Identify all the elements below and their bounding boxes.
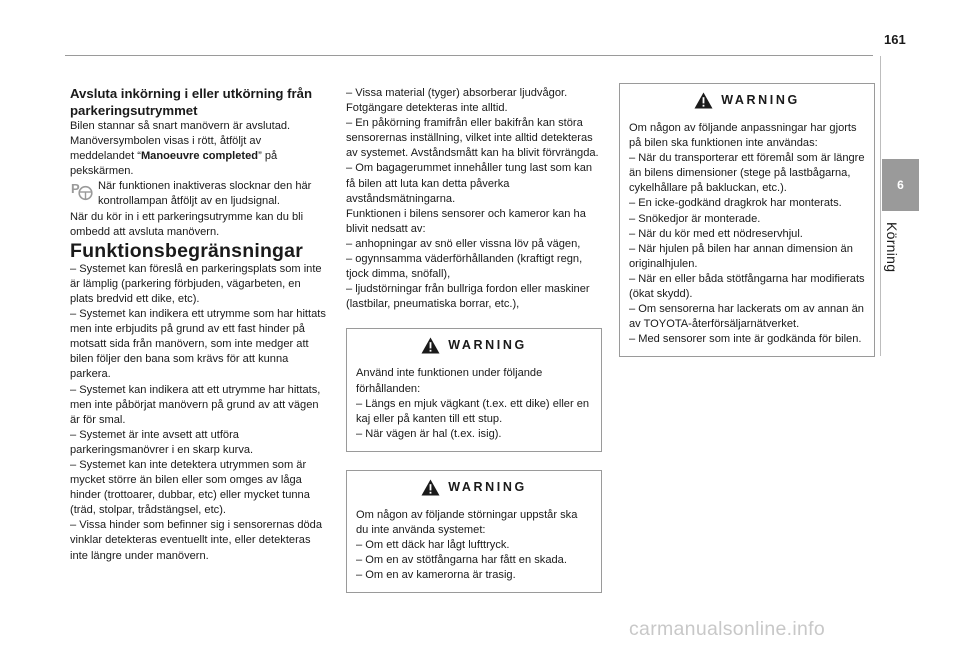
header-rule	[65, 55, 873, 56]
warning-intro: Använd inte funktionen under följande förhållanden:	[356, 367, 543, 395]
list-item: – Systemet kan indikera ett utrymme som har hittats men inte erbjudits på grund av ett fast hinder på motsatt sida från manövern, som inte medger att bilen följer den bana som krävs för att kunna parkera.	[70, 308, 326, 381]
section-heading-end-manoeuvre: Avsluta inkörning i eller utkörning från parkeringsutrymmet	[70, 86, 313, 118]
side-rule	[880, 56, 881, 356]
parking-steering-icon	[70, 180, 94, 202]
column-3	[619, 86, 875, 357]
list-item: – När hjulen på bilen har annan dimension än originalhjulen.	[629, 242, 853, 270]
list-item: – En icke-godkänd dragkrok har monterats.	[629, 197, 842, 210]
warning-title: WARNING	[721, 92, 800, 107]
list-item: – anhopningar av snö eller vissna löv på vägen,	[346, 237, 581, 250]
chapter-number: 6	[897, 178, 904, 192]
list-item: – När du kör med ett nödreservhjul.	[629, 227, 803, 240]
column-2	[346, 86, 602, 593]
list-item: – Med sensorer som inte är godkända för bilen.	[629, 333, 862, 346]
list-item: – Längs en mjuk vägkant (t.ex. ett dike) eller en kaj eller på kanten till ett stup.	[356, 397, 590, 425]
list-item: – Systemet kan inte detektera utrymmen som är mycket större än bilen eller som omges av låga hinder (trottoarer, dubbar, etc) eller mycket tunna (träd, stolpar, trådstängsel, etc).	[70, 458, 310, 517]
list-item: – Om bagagerummet innehåller tung last som kan få bilen att luta kan detta påverka avståndsmätningarna.	[346, 162, 593, 205]
list-item: – Om en av stötfångarna har fått en skada.	[356, 554, 567, 567]
list-item: – ljudstörningar från bullriga fordon eller maskiner (lastbilar, pneumatiska borrar, etc.),	[346, 283, 590, 311]
section-heading-limitations: Funktionsbegränsningar	[70, 239, 304, 262]
warning-box-conditions	[346, 328, 602, 451]
chapter-title: Körning	[884, 222, 900, 273]
list-item: – Vissa material (tyger) absorberar ljudvågor. Fotgängare detekteras inte alltid.	[346, 87, 568, 115]
warning-box-modifications	[619, 83, 875, 357]
list-item: – Snökedjor är monterade.	[629, 212, 761, 225]
warning-title: WARNING	[448, 479, 527, 494]
warning-header	[356, 337, 592, 354]
watermark: carmanualsonline.info	[629, 618, 825, 640]
list-item: – Om en av kamerorna är trasig.	[356, 569, 516, 582]
warning-header	[629, 92, 865, 109]
warning-triangle-icon	[694, 92, 713, 109]
paragraph-sensors: Funktionen i bilens sensorer och kameror kan ha blivit nedsatt av:	[346, 207, 586, 235]
indicator-lamp-note	[70, 179, 326, 209]
paragraph-manoeuvre-completed	[70, 119, 326, 179]
list-item: – Systemet kan föreslå en parkeringsplats som inte är lämplig (parkering förbjuden, vägarbeten, en plats bredvid ett dike, etc).	[70, 262, 322, 305]
svg-text:P: P	[71, 181, 80, 197]
list-item: – Vissa hinder som befinner sig i sensorernas döda vinklar detekteras eventuellt inte, eller detekteras inte längre under manövern.	[70, 519, 323, 562]
warning-triangle-icon	[421, 337, 440, 354]
list-item: – När en eller båda stötfångarna har modifierats (ökat skydd).	[629, 272, 865, 301]
message-text: Manoeuvre completed	[140, 150, 259, 163]
list-item: – När du transporterar ett föremål som är längre än bilens dimensioner (stege på lastbågarna, cykelhållare på bakluckan, etc.).	[629, 152, 865, 195]
warning-intro: Om någon av följande störningar uppstår ska du inte använda systemet:	[356, 508, 578, 536]
column-1	[70, 86, 326, 564]
list-item: – När vägen är hal (t.ex. isig).	[356, 427, 502, 440]
list-item: – ogynnsamma väderförhållanden (kraftigt regn, tjock dimma, snöfall),	[346, 253, 583, 281]
list-item: – Systemet kan indikera att ett utrymme har hittats, men inte påbörjat manövern på grund av att vägen är för smal.	[70, 383, 321, 426]
warning-intro: Om någon av följande anpassningar har gjorts på bilen ska funktionen inte användas:	[629, 122, 857, 150]
warning-triangle-icon	[421, 479, 440, 496]
page-number: 161	[884, 32, 906, 47]
warning-title: WARNING	[448, 338, 527, 353]
list-item: – En påkörning framifrån eller bakifrån kan störa sensorernas inställning, vilket inte alltid detekteras av systemet. Avståndsmått kan ha blivit förvrängda.	[346, 117, 599, 160]
list-item: – Om sensorerna har lackerats om av annan än av TOYOTA-återförsäljarnätverket.	[629, 303, 864, 331]
paragraph-end-request: När du kör in i ett parkeringsutrymme kan du bli ombedd att avsluta manövern.	[70, 210, 304, 238]
paragraph-lamp-off: När funktionen inaktiveras slocknar den här kontrollampan åtföljt av en ljudsignal.	[98, 180, 312, 208]
warning-box-disturbances	[346, 470, 602, 593]
warning-header	[356, 479, 592, 496]
list-item: – Om ett däck har lågt lufttryck.	[356, 539, 510, 552]
list-item: – Systemet är inte avsett att utföra parkeringsmanövrer i en skarp kurva.	[70, 428, 254, 456]
text-span: Bilen stannar så snart manövern är avslutad. Manöversymbolen visas i rött, åtföljt av meddelandet “	[70, 120, 291, 163]
chapter-tab	[882, 159, 919, 211]
text-span: ” på pekskärmen.	[70, 150, 278, 178]
